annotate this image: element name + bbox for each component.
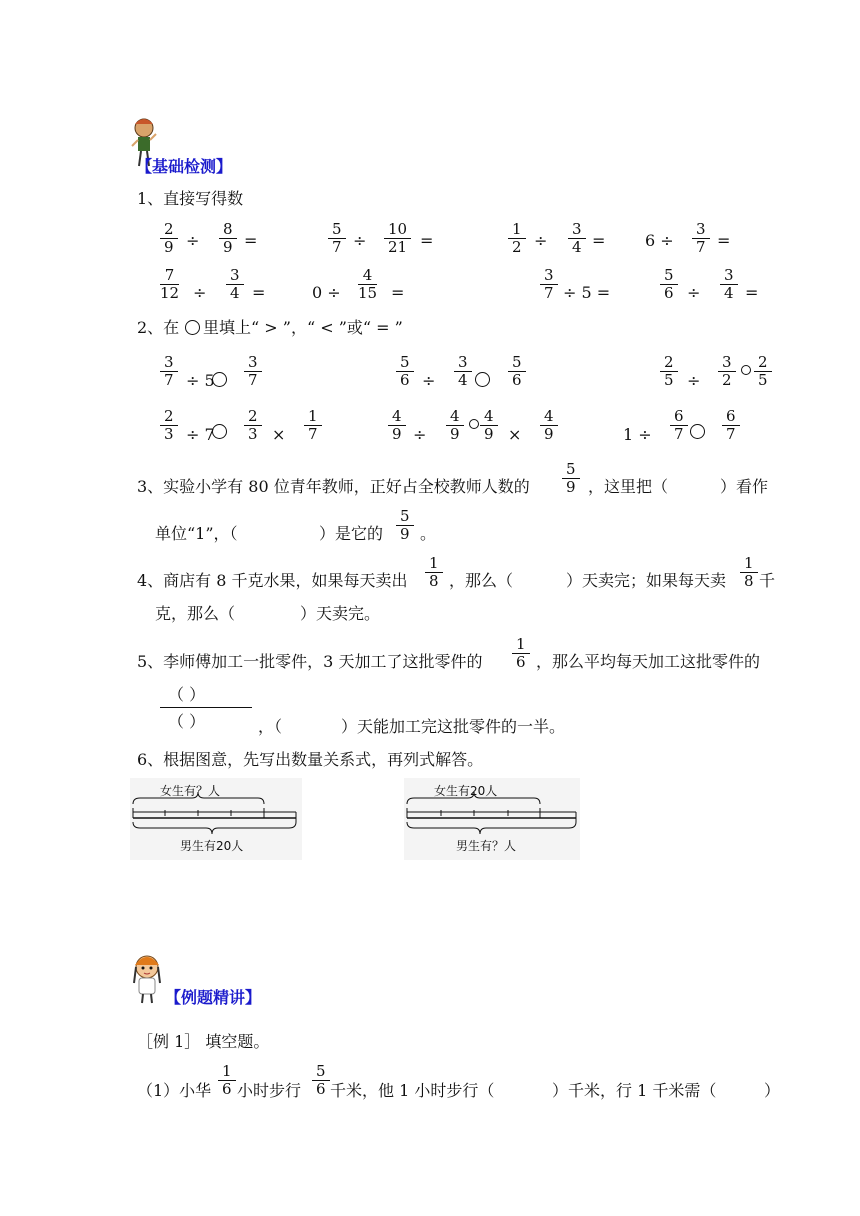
svg-text:女生有？人: 女生有？人	[160, 784, 221, 798]
bar-diagram-1	[130, 778, 302, 860]
section-title-example: 【例题精讲】	[165, 988, 262, 1007]
answer-circle	[185, 320, 200, 335]
svg-text:女生有20人: 女生有20人	[434, 784, 498, 798]
cartoon-girl-icon	[130, 953, 164, 1005]
example-1-title: ［例 1］ 填空题。	[137, 1032, 270, 1051]
section-title-basic: 【基础检测】	[136, 157, 233, 176]
answer-circle	[212, 372, 227, 387]
q1-title: 1、直接写得数	[137, 189, 244, 208]
bar-diagram-2	[404, 778, 580, 860]
svg-text:男生有20人: 男生有20人	[180, 839, 244, 853]
svg-text:男生有？人: 男生有？人	[456, 839, 517, 853]
answer-circle	[212, 424, 227, 439]
answer-circle	[469, 419, 479, 429]
answer-circle	[475, 372, 490, 387]
answer-circle	[741, 365, 751, 375]
q6-title: 6、根据图意，先写出数量关系式，再列式解答。	[137, 750, 484, 769]
answer-circle	[690, 424, 705, 439]
